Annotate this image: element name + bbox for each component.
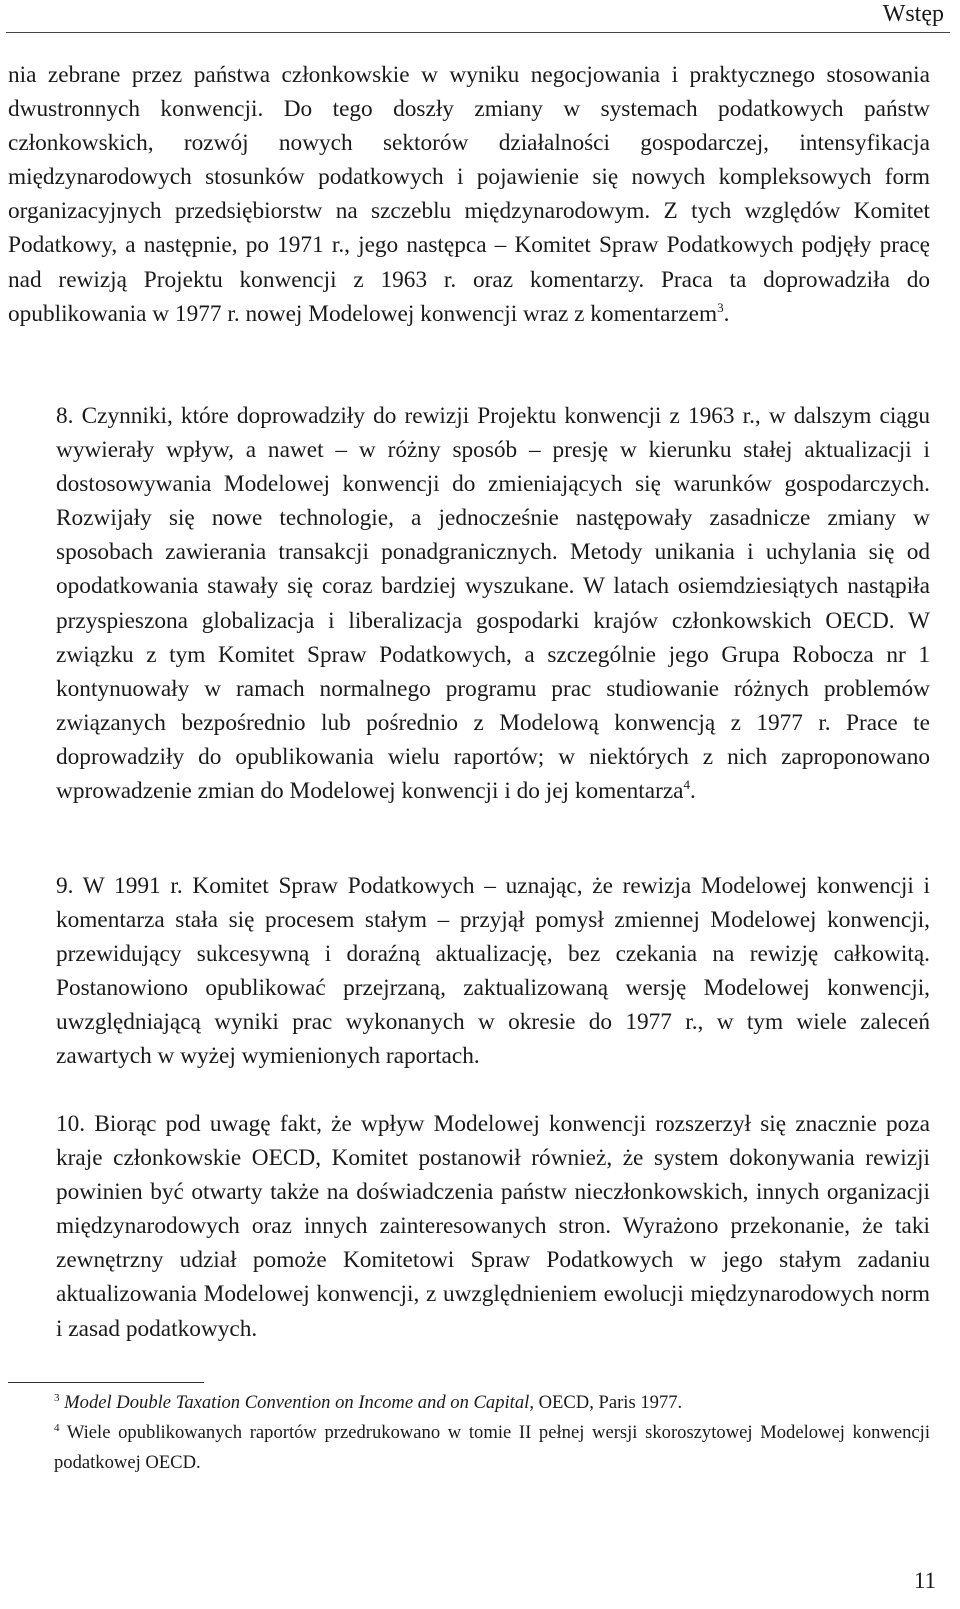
paragraph-end: . [723,300,730,327]
footnote-reference[interactable]: 3 [717,299,724,315]
page-number: 11 [913,1568,936,1593]
footnote-divider [8,1382,204,1383]
footnote-number: 3 [54,1391,60,1404]
footnote-text: Wiele opublikowanych raportów przedrukowano w tomie II pełnej wersji skoroszytowej Modelowej konwencji podatkowej OECD. [54,1422,930,1473]
footnote-reference[interactable]: 4 [683,777,691,793]
footnote-3 [8,1388,930,1418]
footnote-4 [8,1418,930,1478]
paragraph-text: 10. Biorąc pod uwagę fakt, że wpływ Modelowej konwencji rozszerzył się znacznie poza kraje członkowskie OECD, Komitet postanowił również, że system dokonywania rewizji powinien być otwarty także na doświadczenia państw nieczłonkowskich, innych organizacji międzynarodowych oraz innych zainteresowanych stron. Wyrażono przekonanie, że taki zewnętrzny udział pomoże Komitetowi Spraw Podatkowych w jego stałym zadaniu aktualizowania Modelowej konwencji, z uwzględnieniem ewolucji międzynarodowych norm i zasad podatkowych. [56,1111,930,1342]
footnote-text: , OECD, Paris 1977. [529,1392,683,1413]
paragraph-text: 8. Czynniki, które doprowadziły do rewizji Projektu konwencji z 1963 r., w dalszym ciągu wywierały wpływ, a nawet – w różny sposób – presję w kierunku stałej aktualizacji i dostosowywania Modelowej konwencji do zmieniających się warunków gospodarczych. Rozwijały się nowe technologie, a jednocześnie następowały zasadnicze zmiany w sposobach zawierania transakcji ponadgranicznych. Metody unikania i uchylania się od opodatkowania stawały się coraz bardziej wyszukane. W latach osiemdziesiątych nastąpiła przyspieszona globalizacja i liberalizacja gospodarki krajów członkowskich OECD. W związku z tym Komitet Spraw Podatkowych, a szczególnie jego Grupa Robocza nr 1 kontynuowały w ramach normalnego programu prac studiowanie różnych problemów związanych bezpośrednio lub pośrednio z Modelową konwencją z 1977 r. Prace te doprowadziły do opublikowania wielu raportów; w niektórych z nich zaproponowano wprowadzenie zmian do Modelowej konwencji i do jej komentarza [56,403,930,805]
paragraph-10 [8,1107,930,1346]
footnote-title: Model Double Taxation Convention on Income and on Capital [64,1392,530,1413]
paragraph-end: . [690,778,696,805]
paragraph-8 [8,399,930,808]
footnote-number: 4 [54,1421,60,1434]
paragraph-text: 9. W 1991 r. Komitet Spraw Podatkowych – uznając, że rewizja Modelowej konwencji i komentarza stała się procesem stałym – przyjął pomysł zmiennej Modelowej konwencji, przewidujący sukcesywną i doraźną aktualizację, bez czekania na rewizję całkowitą. Postanowiono opublikować przejrzaną, zaktualizowaną wersję Modelowej konwencji, uwzględniającą wyniki prac wykonanych w okresie do 1977 r., w tym wiele zaleceń zawartych w wyżej wymienionych raportach. [56,873,930,1070]
running-header-title: Wstęp [882,1,944,27]
header-divider [6,32,950,33]
paragraph-text: nia zebrane przez państwa członkowskie w wyniku negocjowania i praktycznego stosowania dwustronnych konwencji. Do tego doszły zmiany w systemach podatkowych państw członkowskich, rozwój nowych sektorów działalności gospodarczej, intensyfikacja międzynarodowych stosunków podatkowych i pojawienie się nowych kompleksowych form organizacyjnych przedsiębiorstw na szczeblu międzynarodowym. Z tych względów Komitet Podatkowy, a następnie, po 1971 r., jego następca – Komitet Spraw Podatkowych podjęły pracę nad rewizją Projektu konwencji z 1963 r. oraz komentarzy. Praca ta doprowadziła do opublikowania w 1977 r. nowej Modelowej konwencji wraz z komentarzem [8,62,930,327]
paragraph-continuation [8,58,930,331]
paragraph-9 [8,869,930,1074]
footnotes [8,1388,930,1478]
